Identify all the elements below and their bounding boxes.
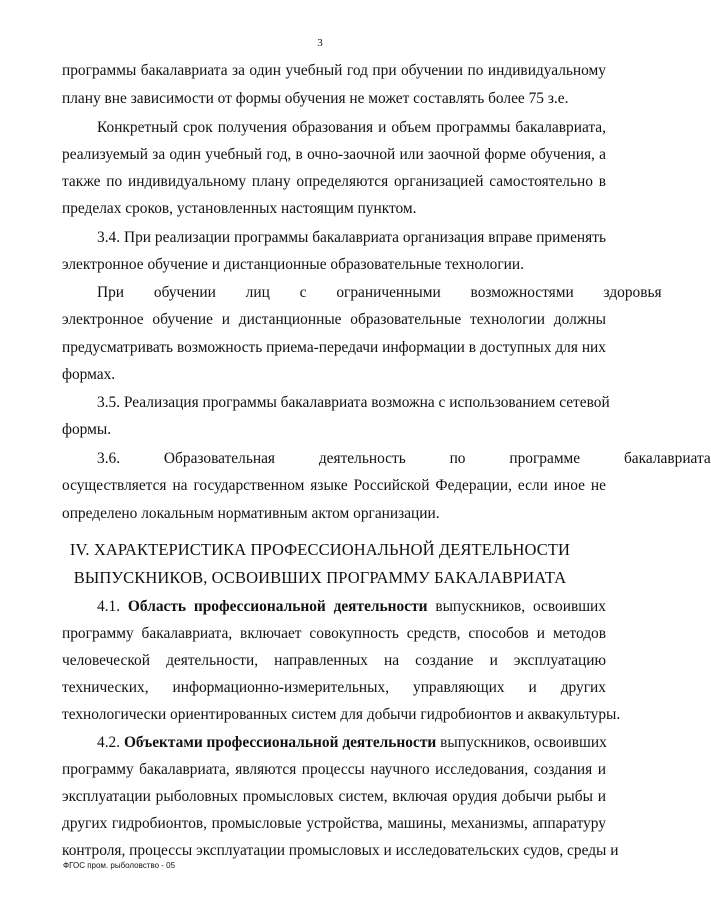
text-line: эксплуатации рыболовных промысловых систем, включая орудия добычи рыбы и bbox=[62, 788, 606, 805]
text-line: 3.4. При реализации программы бакалавриата организация вправе применять bbox=[97, 229, 606, 246]
text-line: программы бакалавриата за один учебный год при обучении по индивидуальному bbox=[62, 62, 606, 79]
text-line: электронное обучение и дистанционные образовательные технологии. bbox=[62, 256, 524, 273]
clause-number: 4.1. bbox=[97, 598, 121, 615]
page-number: 3 bbox=[317, 37, 323, 49]
text-line: технических, информационно-измерительных, управляющих и других bbox=[62, 679, 606, 696]
text-line: также по индивидуальному плану определяются организацией самостоятельно в bbox=[62, 173, 606, 190]
text-line: При обучении лиц с ограниченными возможностями здоровья bbox=[97, 284, 662, 301]
text-line: технологически ориентированных систем для добычи гидробионтов и аквакультуры. bbox=[62, 706, 621, 723]
text-span: выпускников, освоивших bbox=[435, 598, 606, 615]
text-line: реализуемый за один учебный год, в очно-заочной или заочной форме обучения, а bbox=[62, 146, 606, 163]
text-line: пределах сроков, установленных настоящим пунктом. bbox=[62, 200, 417, 217]
footer-note: ФГОС пром. рыболовство - 05 bbox=[63, 861, 176, 870]
section-heading-line-2: ВЫПУСКНИКОВ, ОСВОИВШИХ ПРОГРАММУ БАКАЛАВРИАТА bbox=[73, 568, 567, 587]
text-line: осуществляется на государственном языке Российской Федерации, если иное не bbox=[62, 477, 606, 494]
text-line: Конкретный срок получения образования и объем программы бакалавриата, bbox=[97, 119, 606, 136]
text-line: контроля, процессы эксплуатации промысловых и исследовательских судов, среды и bbox=[62, 842, 619, 859]
text-line: программу бакалавриата, являются процессы научного исследования, создания и bbox=[62, 761, 606, 778]
text-span: выпускников, освоивших bbox=[440, 734, 607, 751]
section-heading-line-1: IV. ХАРАКТЕРИСТИКА ПРОФЕССИОНАЛЬНОЙ ДЕЯТЕЛЬНОСТИ bbox=[69, 540, 571, 559]
text-line: человеческой деятельности, направленных на создание и эксплуатацию bbox=[62, 652, 606, 669]
bold-term: Объектами профессиональной деятельности bbox=[123, 734, 437, 751]
paragraph-4-1-first-line bbox=[97, 598, 606, 616]
paragraph-4-2-first-line bbox=[97, 734, 606, 752]
text-line: определено локальным нормативным актом организации. bbox=[62, 505, 440, 522]
text-line: предусматривать возможность приема-передачи информации в доступных для них bbox=[62, 339, 606, 356]
text-line: плану вне зависимости от формы обучения не может составлять более 75 з.е. bbox=[62, 90, 569, 107]
text-line: других гидробионтов, промысловые устройства, машины, механизмы, аппаратуру bbox=[62, 815, 606, 832]
text-line: 3.6. Образовательная деятельность по программе бакалавриата bbox=[97, 450, 711, 467]
clause-number: 4.2. bbox=[97, 734, 121, 751]
text-line: электронное обучение и дистанционные образовательные технологии должны bbox=[62, 311, 606, 328]
bold-term: Область профессиональной деятельности bbox=[127, 598, 428, 615]
text-line: формы. bbox=[62, 421, 112, 438]
text-line: 3.5. Реализация программы бакалавриата возможна с использованием сетевой bbox=[97, 394, 610, 411]
text-line: формах. bbox=[62, 366, 116, 383]
text-line: программу бакалавриата, включает совокупность средств, способов и методов bbox=[62, 625, 606, 642]
